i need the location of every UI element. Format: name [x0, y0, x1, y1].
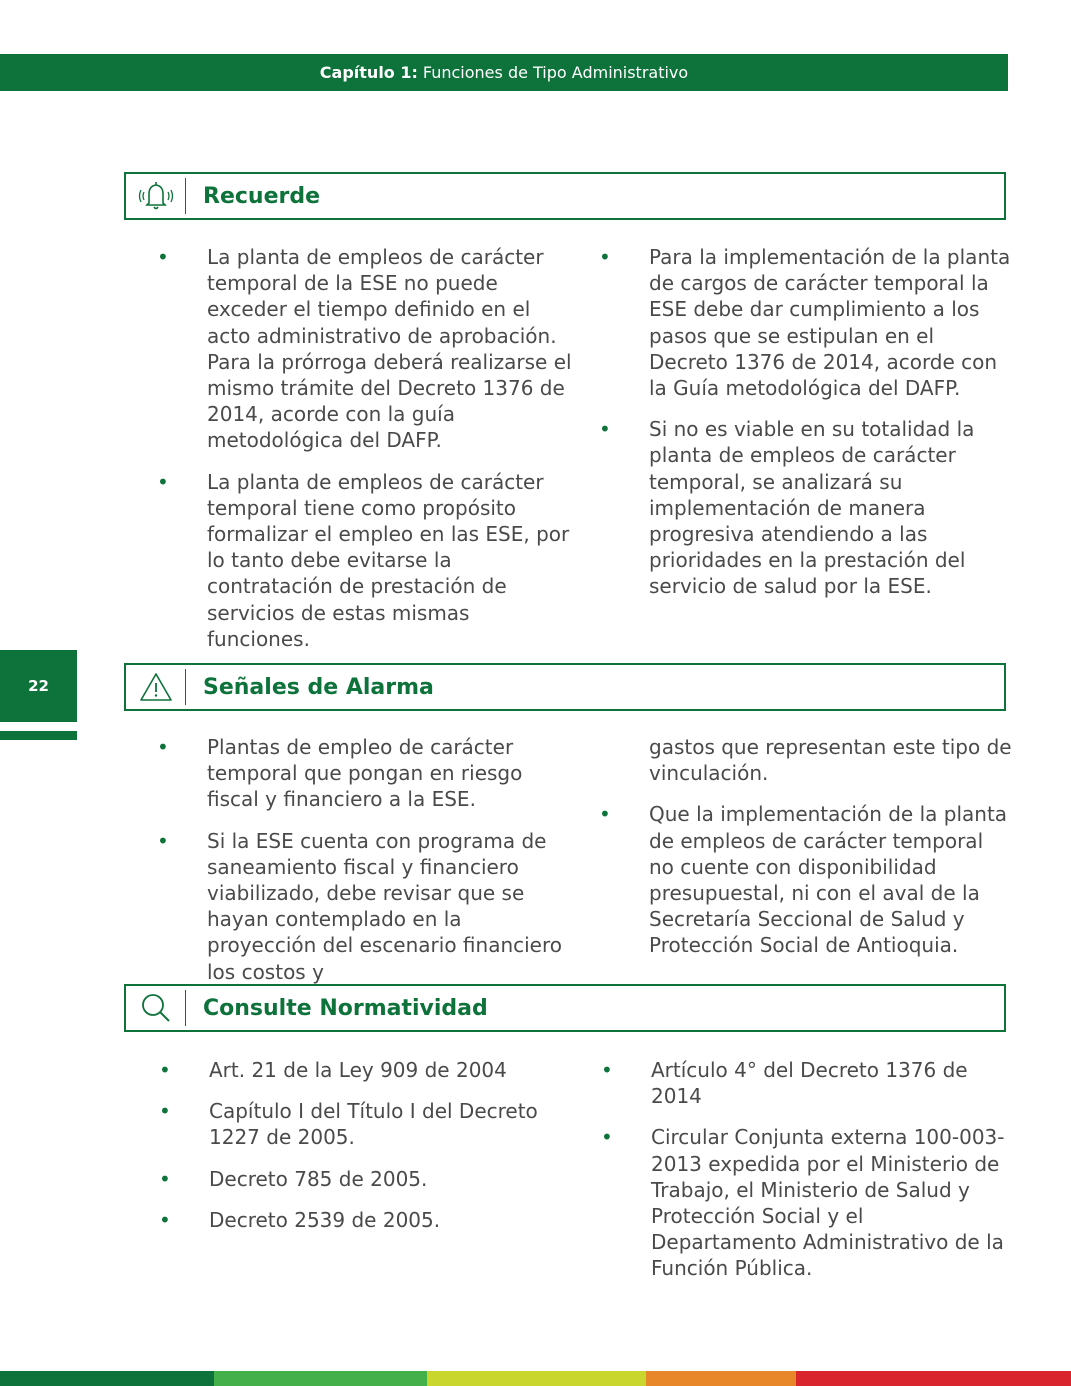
bell-icon: [126, 178, 186, 214]
alarma-header: [124, 663, 1006, 711]
normatividad-left-column: [159, 1057, 579, 1248]
normatividad-header: [124, 984, 1006, 1032]
chapter-label: Capítulo 1:: [319, 63, 418, 82]
bullet: •: [601, 1058, 613, 1082]
footer-stripe-2: [214, 1371, 427, 1386]
page-number: 22: [0, 650, 77, 722]
list-item: • Artículo 4° del Decreto 1376 de 2014: [601, 1058, 968, 1109]
recuerde-right-column: [599, 244, 1013, 615]
bullet: •: [157, 828, 169, 853]
list-item-continuation: gastos que representan este tipo de vinculación.: [649, 735, 1012, 786]
bullet: •: [601, 1125, 613, 1150]
list-item: • La planta de empleos de carácter temporal tiene como propósito formalizar el empleo en las ESE, por lo tanto debe evitarse la contratación de prestación de servicios de estas mismas funciones.: [157, 469, 570, 651]
chapter-header: [0, 54, 1008, 91]
normatividad-right-column: [601, 1057, 1013, 1297]
list-item: • Para la implementación de la planta de cargos de carácter temporal la ESE debe dar cumplimiento a los pasos que se estipulan en el Decreto 1376 de 2014, acorde con la Guía metodológica del DAFP.: [599, 245, 1011, 401]
recuerde-title: Recuerde: [203, 183, 321, 209]
search-icon: [126, 990, 186, 1026]
bullet: •: [159, 1166, 171, 1191]
bullet: •: [599, 802, 611, 827]
footer-stripe-1: [0, 1371, 214, 1386]
footer-stripe-5: [796, 1371, 1071, 1386]
list-item: • La planta de empleos de carácter temporal de la ESE no puede exceder el tiempo definido en el acto administrativo de aprobación. Para la prórroga deberá realizarse el mismo trámite del Decreto 1376 de 2014, acorde con la guía metodológica del DAFP.: [157, 245, 572, 453]
page-tab-underline: [0, 731, 77, 740]
alarma-left-column: [157, 734, 577, 1000]
warning-icon: [126, 669, 186, 705]
list-item: • Si la ESE cuenta con programa de saneamiento fiscal y financiero viabilizado, debe revisar que se hayan contemplado en la proyección del escenario financiero los costos y: [157, 828, 562, 984]
recuerde-left-column: [157, 244, 577, 667]
normatividad-title: Consulte Normatividad: [203, 995, 488, 1021]
list-item: • Plantas de empleo de carácter temporal que pongan en riesgo fiscal y financiero a la ESE.: [157, 735, 523, 812]
alarma-title: Señales de Alarma: [203, 674, 434, 700]
recuerde-header: [124, 172, 1006, 220]
bullet: •: [159, 1207, 171, 1232]
bullet: •: [159, 1099, 171, 1124]
bullet: •: [599, 417, 611, 442]
bullet: •: [157, 735, 169, 759]
bullet: •: [157, 245, 169, 269]
bullet: •: [599, 245, 611, 269]
list-item: • Decreto 2539 de 2005.: [159, 1207, 441, 1232]
list-item: • Decreto 785 de 2005.: [159, 1166, 428, 1191]
footer-stripe-3: [427, 1371, 646, 1386]
bullet: •: [157, 469, 169, 494]
alarma-right-column: [599, 734, 1013, 974]
bullet: •: [159, 1058, 171, 1082]
list-item: • Que la implementación de la planta de empleos de carácter temporal no cuente con disponibilidad presupuestal, ni con el aval de la Secretaría Seccional de Salud y Protección Social de Antioquia.: [599, 802, 1008, 958]
list-item: • Circular Conjunta externa 100-003-2013 expedida por el Ministerio de Trabajo, el Ministerio de Salud y Protección Social y el Departamento Administrativo de la Función Pública.: [601, 1125, 1005, 1281]
list-item: • Si no es viable en su totalidad la planta de empleos de carácter temporal, se analizará su implementación de manera progresiva atendiendo a las prioridades en la prestación del servicio de salud por la ESE.: [599, 417, 975, 599]
chapter-title: Funciones de Tipo Administrativo: [422, 63, 689, 82]
list-item: • Capítulo I del Título I del Decreto 1227 de 2005.: [159, 1099, 538, 1150]
footer-stripe-4: [646, 1371, 796, 1386]
list-item: • Art. 21 de la Ley 909 de 2004: [159, 1058, 507, 1082]
